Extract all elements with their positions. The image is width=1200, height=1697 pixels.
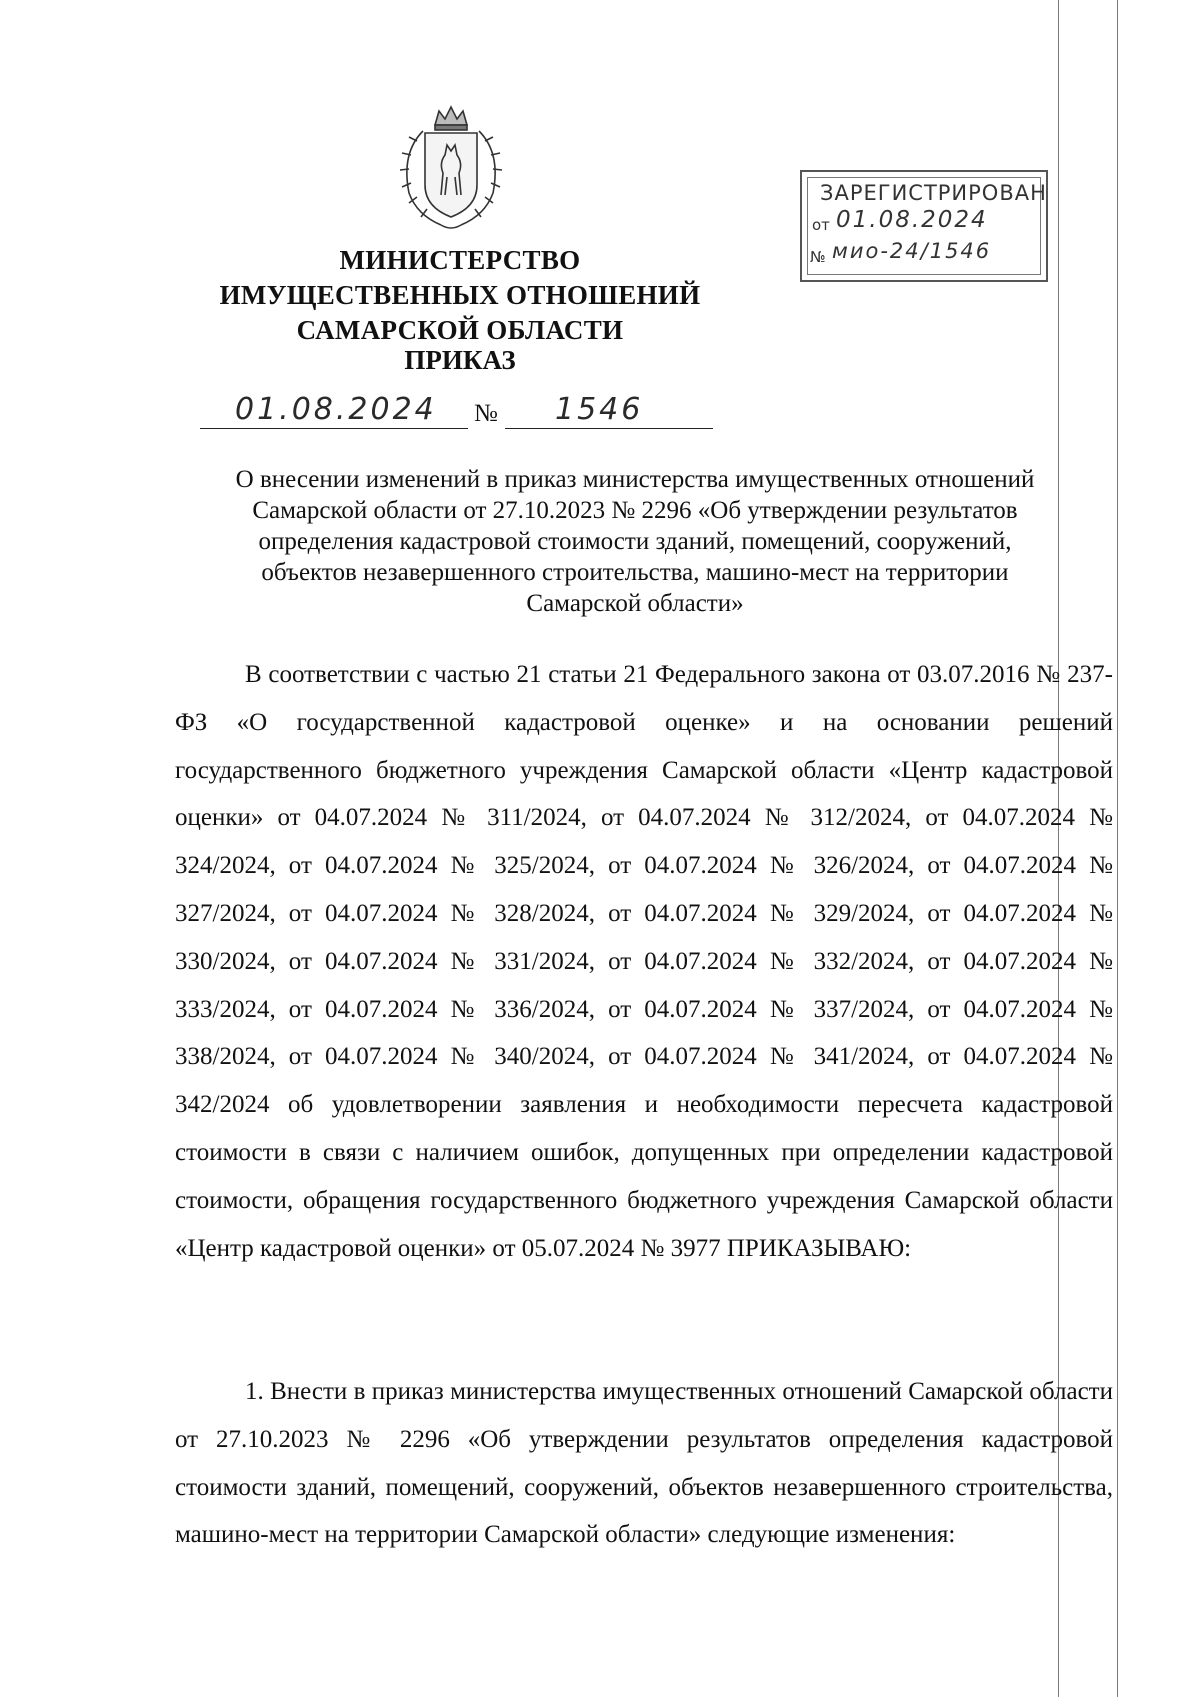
subject-line-4: объектов незавершенного строительства, машино-мест на территории xyxy=(261,559,1009,586)
org-line-2: ИМУЩЕСТВЕННЫХ ОТНОШЕНИЙ xyxy=(219,280,701,310)
order-subject xyxy=(155,464,1115,619)
subject-line-3: определения кадастровой стоимости зданий, помещений, сооружений, xyxy=(258,528,1012,555)
subject-line-5: Самарской области» xyxy=(526,590,744,617)
subject-line-2: Самарской области от 27.10.2023 № 2296 «Об утверждении результатов xyxy=(252,497,1018,524)
body-paragraph-1: В соответствии с частью 21 статьи 21 Федерального закона от 03.07.2016 № 237-ФЗ «О государственной кадастровой оценке» и на основании решений государственного бюджетного учреждения Самарской области «Центр кадастровой оценки» от 04.07.2024 № 311/2024, от 04.07.2024 № 312/2024, от 04.07.2024 № 324/2024, от 04.07.2024 № 325/2024, от 04.07.2024 № 326/2024, от 04.07.2024 № 327/2024, от 04.07.2024 № 328/2024, от 04.07.2024 № 329/2024, от 04.07.2024 № 330/2024, от 04.07.2024 № 331/2024, от 04.07.2024 № 332/2024, от 04.07.2024 № 333/2024, от 04.07.2024 № 336/2024, от 04.07.2024 № 337/2024, от 04.07.2024 № 338/2024, от 04.07.2024 № 340/2024, от 04.07.2024 № 341/2024, от 04.07.2024 № 342/2024 об удовлетворении заявления и необходимости пересчета кадастровой стоимости в связи с наличием ошибок, допущенных при определении кадастровой стоимости, обращения государственного бюджетного учреждения Самарской области «Центр кадастровой оценки» от 05.07.2024 № 3977 ПРИКАЗЫВАЮ: xyxy=(175,661,1113,1262)
handwritten-number: 1546 xyxy=(555,392,644,427)
stamp-date-label: от xyxy=(812,216,830,234)
stamp-number-value: мио-24/1546 xyxy=(832,239,992,263)
registration-stamp xyxy=(800,170,1048,282)
stamp-number-label: № xyxy=(810,248,826,266)
org-line-3: САМАРСКОЙ ОБЛАСТИ xyxy=(296,315,624,345)
scan-edge-line-right xyxy=(1117,0,1118,1697)
ministry-name xyxy=(180,243,740,348)
document-type-title: ПРИКАЗ xyxy=(404,345,516,375)
date-underline xyxy=(200,428,468,429)
handwritten-date: 01.08.2024 xyxy=(235,392,437,427)
body-paragraph-2: 1. Внести в приказ министерства имущественных отношений Самарской области от 27.10.2023 № 2296 «Об утверждении результатов определения кадастровой стоимости зданий, помещений, сооружений, объектов незавершенного строительства, машино-мест на территории Самарской области» следующие изменения: xyxy=(175,1378,1113,1549)
stamp-date-value: 01.08.2024 xyxy=(836,207,988,233)
number-sign: № xyxy=(474,400,498,427)
number-underline xyxy=(505,428,713,429)
stamp-title: ЗАРЕГИСТРИРОВАН xyxy=(820,181,1047,205)
coat-of-arms-emblem xyxy=(395,103,507,233)
subject-line-1: О внесении изменений в приказ министерства имущественных отношений xyxy=(235,466,1035,493)
org-line-1: МИНИСТЕРСТВО xyxy=(339,245,581,275)
